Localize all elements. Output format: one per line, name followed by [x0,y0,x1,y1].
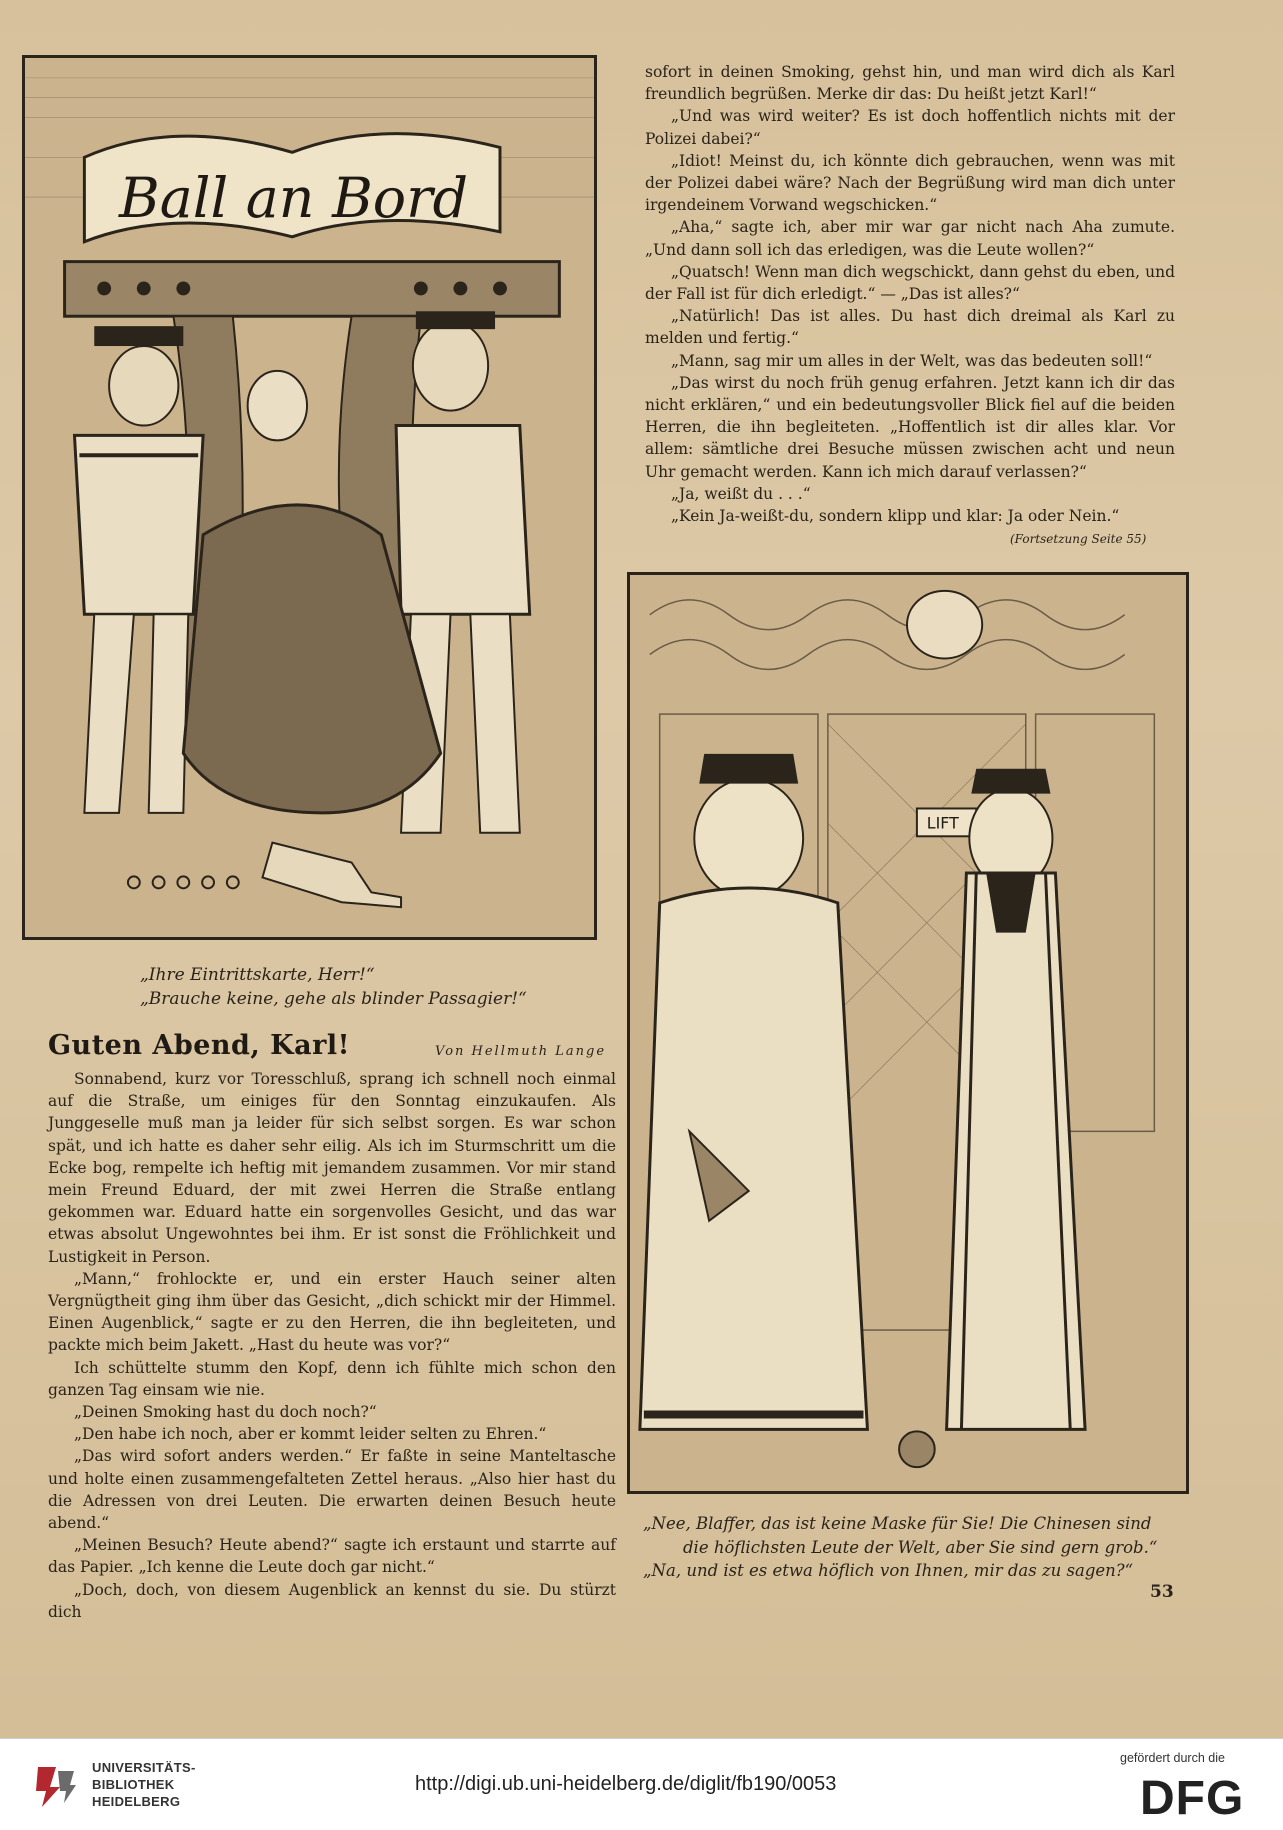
text-paragraph: „Kein Ja-weißt-du, sondern klipp und klar: Ja oder Nein.“ [671,507,1120,526]
text-column-right-top [645,61,1175,527]
lift-sign: LIFT [926,813,959,833]
caption-line: „Na, und ist es etwa höflich von Ihnen, mir das zu sagen?“ [643,1561,1134,1580]
caption-line: „Ihre Eintrittskarte, Herr!“ [140,965,375,985]
continuation-note: (Fortsetzung Seite 55) [1010,532,1147,546]
institution-line: BIBLIOTHEK [92,1777,175,1792]
banner-text: Ball an Bord [119,165,469,231]
caption-line: „Nee, Blaffer, das ist keine Maske für Sie! Die Chinesen sind [643,1514,1152,1533]
caption-chinese-figures [643,1512,1183,1583]
page-number: 53 [1150,1582,1174,1602]
article-paragraph: „Doch, doch, von diesem Augenblick an kennst du sie. Du stürzt dich [48,1580,616,1621]
institution-line: HEIDELBERG [92,1794,181,1809]
ball-an-bord-drawing [25,58,594,937]
text-paragraph: „Und was wird weiter? Es ist doch hoffentlich nichts mit der Polizei dabei?“ [645,107,1175,148]
article-paragraph: „Meinen Besuch? Heute abend?“ sagte ich erstaunt und starrte auf das Papier. „Ich kenne die Leute doch gar nicht.“ [48,1536,616,1577]
viewer-footer [0,1738,1283,1830]
article-paragraph: „Mann,“ frohlockte er, und ein erster Hauch seiner alten Vergnügtheit ging ihm über das Gesicht, „dich schickt mir der Himmel. Einen Augenblick,“ sagte er zu den Herren, die ihn begleiteten, und packte mich beim Jakett. „Hast du heute was vor?“ [48,1269,616,1355]
funded-by-label: gefördert durch die [1120,1751,1225,1765]
text-paragraph: „Quatsch! Wenn man dich wegschickt, dann gehst du eben, und der Fall ist für dich erledigt.“ — „Das ist alles?“ [645,262,1175,304]
article-paragraph: „Das wird sofort anders werden.“ Er faßte in seine Manteltasche und holte einen zusammengefalteten Zettel heraus. „Also hier hast du die Adressen von drei Leuten. Die erwarten deinen Besuch heute abend.“ [48,1447,616,1533]
text-paragraph: „Ja, weißt du . . .“ [671,484,811,503]
institution-line: UNIVERSITÄTS- [92,1760,196,1775]
text-paragraph: „Idiot! Meinst du, ich könnte dich gebrauchen, wenn was mit der Polizei dabei wäre? Nach der Begrüßung wird man dich unter irgendeinem Vorwand wegschicken.“ [645,151,1175,215]
caption-ball-an-bord [140,963,580,1011]
illustration-chinese-figures [627,572,1189,1494]
caption-line: „Brauche keine, gehe als blinder Passagier!“ [140,989,527,1009]
text-paragraph: „Natürlich! Das ist alles. Du hast dich dreimal als Karl zu melden und fertig.“ [645,307,1175,348]
article-paragraph: „Deinen Smoking hast du doch noch?“ [74,1403,377,1422]
article-title: Guten Abend, Karl! [48,1030,350,1061]
text-paragraph: „Aha,“ sagte ich, aber mir war gar nicht nach Aha zumute. „Und dann soll ich das erledigen, was die Leute wollen?“ [645,218,1175,259]
permalink-url[interactable]: http://digi.ub.uni-heidelberg.de/diglit/fb190/0053 [415,1773,837,1795]
article-paragraph: Ich schüttelte stumm den Kopf, denn ich fühlte mich schon den ganzen Tag einsam wie nie. [48,1358,616,1399]
caption-line: die höflichsten Leute der Welt, aber Sie sind gern grob.“ [683,1537,1158,1557]
university-logo-icon [30,1761,82,1813]
article-paragraph: Sonnabend, kurz vor Toresschluß, sprang ich schnell noch einmal auf die Straße, um einiges für den Sonntag einzukaufen. Als Junggeselle muß man ja leider für sich selbst sorgen. Es war schon spät, und ich hatte es daher sehr eilig. Als ich im Sturmschritt um die Ecke bog, rempelte ich heftig mit jemandem zusammen. Vor mir stand mein Freund Eduard, der mit zwei Herren die Straße entlang gekommen war. Eduard hatte ein sorgenvolles Gesicht, und das war etwas absolut Ungewohntes bei ihm. Er ist sonst die Fröhlichkeit und Lustigkeit in Person. [48,1070,616,1266]
text-paragraph: „Mann, sag mir um alles in der Welt, was das bedeuten soll!“ [671,351,1153,370]
chinese-figures-drawing [630,575,1186,1491]
text-paragraph: „Das wirst du noch früh genug erfahren. Jetzt kann ich dir das nicht erklären,“ und ein bedeutungsvoller Blick fiel auf die beiden Herren, die ihn begleiteten. „Hoffentlich ist dir alles klar. Vor allem: sämtliche drei Besuche müssen zwischen acht und neun Uhr gemacht werden. Kann ich mich darauf verlassen?“ [645,373,1175,481]
article-body [48,1068,616,1623]
text-paragraph: sofort in deinen Smoking, gehst hin, und man wird dich als Karl freundlich begrüßen. Merke dir das: Du heißt jetzt Karl!“ [645,63,1175,104]
article-paragraph: „Den habe ich noch, aber er kommt leider selten zu Ehren.“ [74,1425,547,1444]
institution-name [92,1759,196,1810]
article-byline: Von Hellmuth Lange [435,1044,607,1059]
dfg-logo: DFG [1140,1772,1245,1825]
illustration-ball-an-bord [22,55,597,940]
